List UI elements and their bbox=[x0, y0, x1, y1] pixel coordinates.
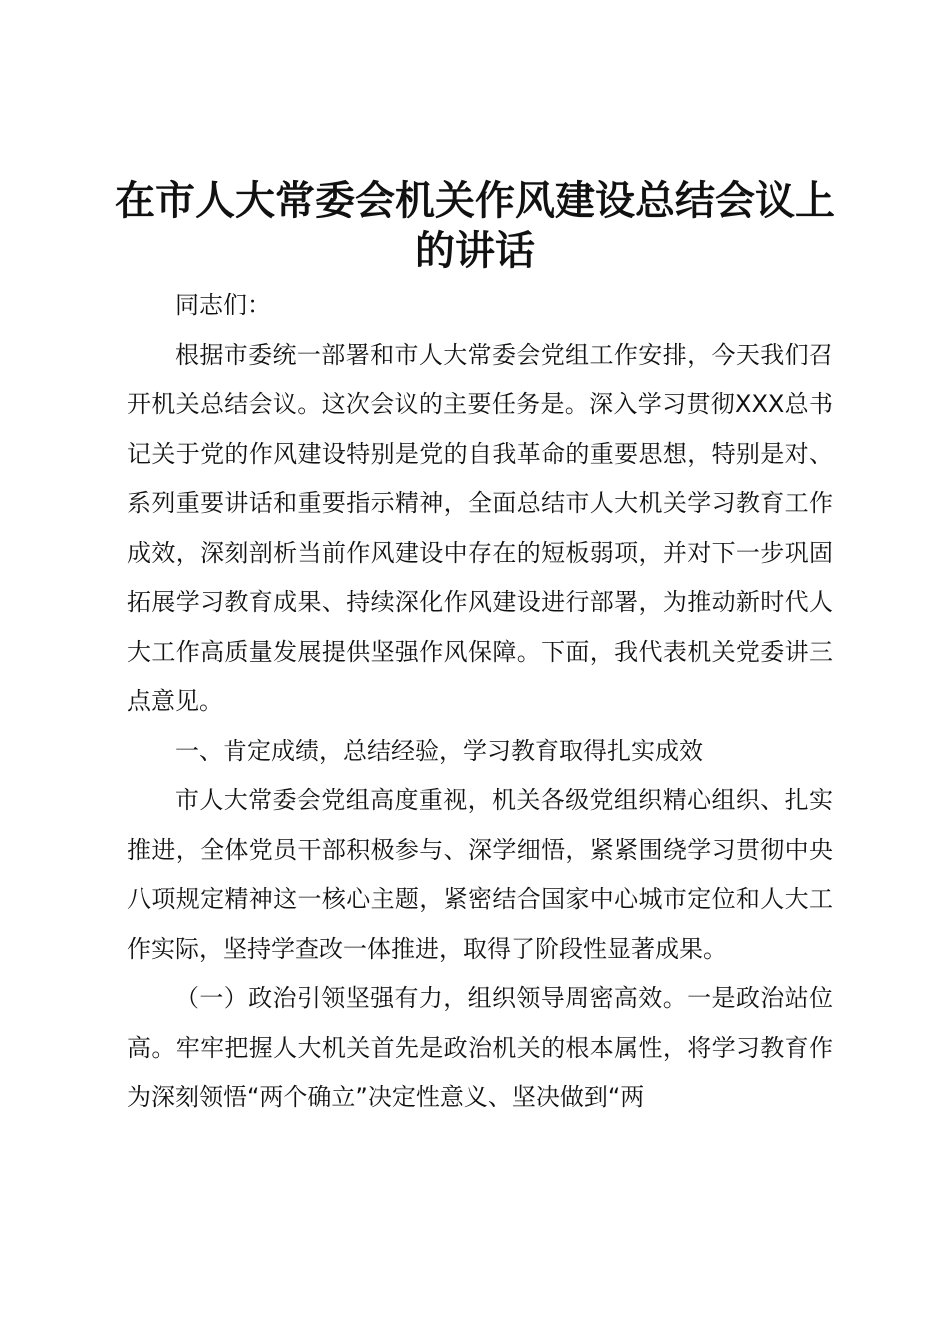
section-heading: 一、肯定成绩，总结经验，学习教育取得扎实成效 bbox=[175, 736, 703, 765]
document-title: 在市人大常委会机关作风建设总结会议上的讲话 bbox=[115, 177, 835, 274]
section-paragraph: （一）政治引领坚强有力，组织领导周密高效。一是政治站位高。牢牢把握人大机关首先是政治机关的根本属性，将学习教育作为深刻领悟“两个确立”决定性意义、坚决做到“两 bbox=[127, 984, 833, 1111]
document-body bbox=[127, 281, 833, 1123]
salutation: 同志们： bbox=[175, 291, 271, 319]
intro-paragraph: 根据市委统一部署和市人大常委会党组工作安排，今天我们召开机关总结会议。这次会议的主要任务是。深入学习贯彻XXX总书记关于党的作风建设特别是党的自我革命的重要思想，特别是对、系列重要讲话和重要指示精神，全面总结市人大机关学习教育工作成效，深刻剖析当前作风建设中存在的短板弱项，并对下一步巩固拓展学习教育成果、持续深化作风建设进行部署，为推动新时代人大工作高质量发展提供坚强作风保障。下面，我代表机关党委讲三点意见。 bbox=[127, 340, 833, 715]
section-paragraph: 市人大常委会党组高度重视，机关各级党组织精心组织、扎实推进，全体党员干部积极参与、深学细悟，紧紧围绕学习贯彻中央八项规定精神这一核心主题，紧密结合国家中心城市定位和人大工作实际，坚持学查改一体推进，取得了阶段性显著成果。 bbox=[127, 786, 833, 963]
